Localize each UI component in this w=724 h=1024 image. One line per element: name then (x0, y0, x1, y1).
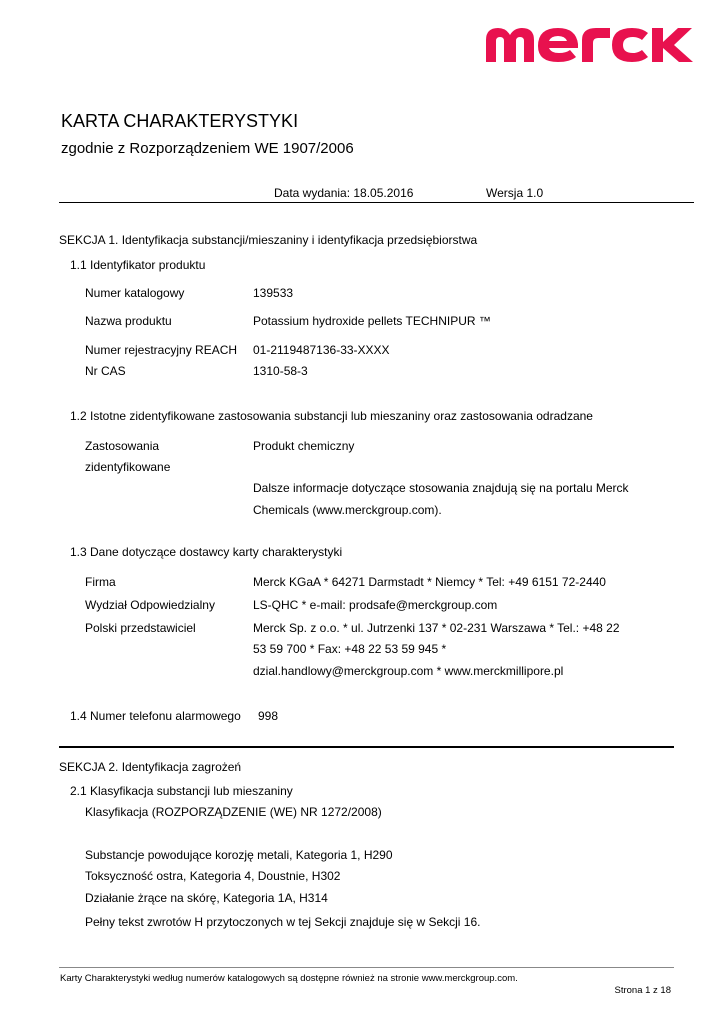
header-divider (59, 202, 694, 203)
section-divider (59, 746, 674, 748)
classification-item: Toksyczność ostra, Kategoria 4, Doustnie, H302 (85, 869, 341, 883)
uses-value: Produkt chemiczny (253, 439, 355, 453)
product-name-value: Potassium hydroxide pellets TECHNIPUR ™ (253, 314, 491, 328)
section-2-heading: SEKCJA 2. Identyfikacja zagrożeń (59, 760, 242, 774)
cas-number-value: 1310-58-3 (253, 364, 308, 378)
section-1-heading: SEKCJA 1. Identyfikacja substancji/mieszaniny i identyfikacja przedsiębiorstwa (59, 233, 478, 247)
department-value: LS-QHC * e-mail: prodsafe@merckgroup.com (253, 598, 498, 612)
emergency-phone-value: 998 (258, 709, 279, 723)
representative-line1: Merck Sp. z o.o. * ul. Jutrzenki 137 * 02-231 Warszawa * Tel.: +48 22 (253, 621, 620, 635)
firm-label: Firma (85, 575, 116, 589)
product-name-label: Nazwa produktu (85, 314, 172, 328)
reach-number-label: Numer rejestracyjny REACH (85, 343, 238, 357)
merck-logo (486, 26, 694, 62)
representative-line2: 53 59 700 * Fax: +48 22 53 59 945 * (253, 642, 447, 656)
uses-info-line1: Dalsze informacje dotyczące stosowania znajdują się na portalu Merck (253, 481, 629, 495)
uses-label-line1: Zastosowania (85, 439, 160, 453)
issue-date: Data wydania: 18.05.2016 (274, 186, 414, 200)
representative-line3: dzial.handlowy@merckgroup.com * www.merckmillipore.pl (253, 664, 564, 678)
document-title: KARTA CHARAKTERYSTYKI (61, 111, 299, 131)
h-statements-note: Pełny tekst zwrotów H przytoczonych w tej Sekcji znajduje się w Sekcji 16. (85, 915, 481, 929)
footer-divider (59, 967, 674, 968)
department-label: Wydział Odpowiedzialny (85, 598, 215, 612)
uses-label-line2: zidentyfikowane (85, 460, 171, 474)
subsection-1-4-heading: 1.4 Numer telefonu alarmowego (70, 709, 241, 723)
version: Wersja 1.0 (486, 186, 544, 200)
catalog-number-value: 139533 (253, 286, 294, 300)
subsection-2-1-heading: 2.1 Klasyfikacja substancji lub mieszaniny (70, 784, 293, 798)
uses-info-line2: Chemicals (www.merckgroup.com). (253, 503, 442, 517)
document-subtitle: zgodnie z Rozporządzeniem WE 1907/2006 (61, 140, 354, 157)
subsection-1-2-heading: 1.2 Istotne zidentyfikowane zastosowania substancji lub mieszaniny oraz zastosowania odradzane (70, 409, 593, 423)
representative-label: Polski przedstawiciel (85, 621, 196, 635)
subsection-1-1-heading: 1.1 Identyfikator produktu (70, 258, 206, 272)
subsection-1-3-heading: 1.3 Dane dotyczące dostawcy karty charakterystyki (70, 545, 343, 559)
classification-item: Substancje powodujące korozję metali, Kategoria 1, H290 (85, 848, 393, 862)
catalog-number-label: Numer katalogowy (85, 286, 185, 300)
reach-number-value: 01-2119487136-33-XXXX (253, 343, 390, 357)
footer-text: Karty Charakterystyki według numerów katalogowych są dostępne również na stronie www.merckgroup.com. (60, 973, 518, 984)
cas-number-label: Nr CAS (85, 364, 126, 378)
firm-value: Merck KGaA * 64271 Darmstadt * Niemcy * Tel: +49 6151 72-2440 (253, 575, 606, 589)
classification-heading: Klasyfikacja (ROZPORZĄDZENIE (WE) NR 1272/2008) (85, 805, 382, 819)
page-number: Strona 1 z 18 (614, 985, 671, 996)
classification-item: Działanie żrące na skórę, Kategoria 1A, H314 (85, 891, 328, 905)
